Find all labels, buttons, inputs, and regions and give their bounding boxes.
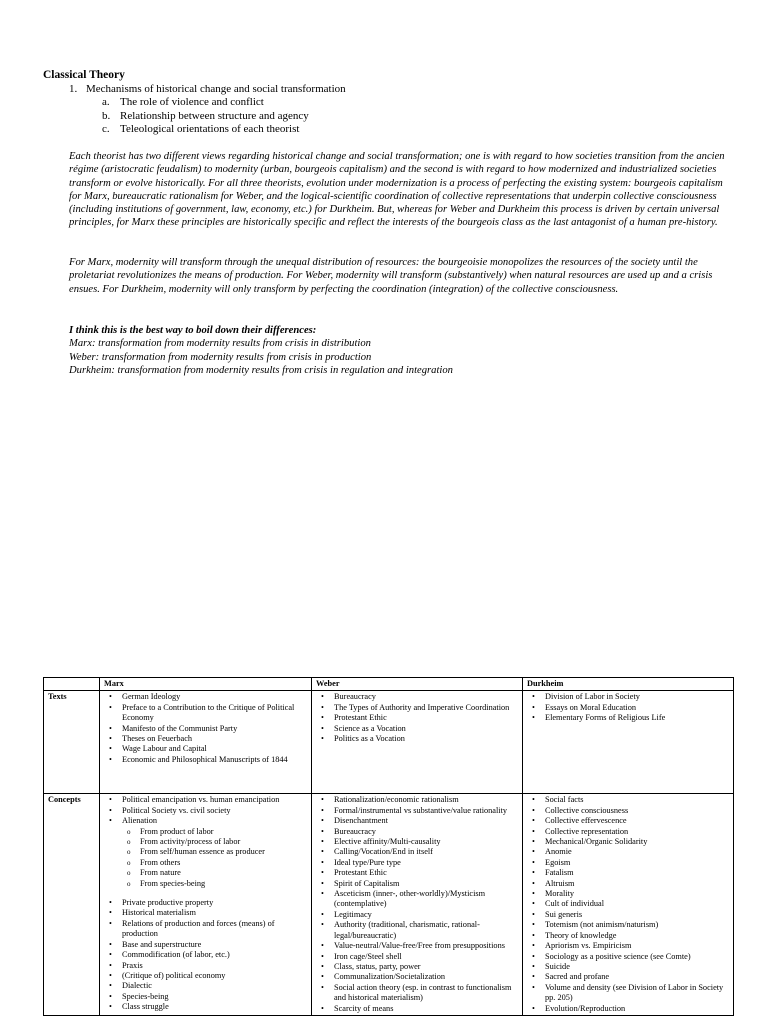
- cell-durkheim-texts: [523, 691, 734, 794]
- header-durkheim: Durkheim: [523, 678, 734, 691]
- list-item: • Social facts: [545, 795, 729, 805]
- list-item: • Essays on Moral Education: [545, 703, 729, 713]
- list-item: o From nature: [140, 868, 307, 878]
- list-item: • Scarcity of means: [334, 1004, 518, 1014]
- list-item: • Species-being: [122, 992, 307, 1002]
- outline-subitem: [102, 123, 346, 136]
- list-item: o From activity/process of labor: [140, 837, 307, 847]
- subitem-letter: c.: [102, 123, 110, 136]
- list-item: • Sui generis: [545, 910, 729, 920]
- subitem-letter: a.: [102, 96, 110, 109]
- outline-item-text: Mechanisms of historical change and social transformation: [86, 83, 346, 95]
- list-item: • Collective representation: [545, 827, 729, 837]
- list-item: • Theory of knowledge: [545, 931, 729, 941]
- durkheim-concepts-list: [527, 795, 729, 1014]
- list-item: • Ideal type/Pure type: [334, 858, 518, 868]
- subitem-text: Teleological orientations of each theorist: [120, 123, 300, 136]
- list-item: • Science as a Vocation: [334, 724, 518, 734]
- list-item: • Rationalization/economic rationalism: [334, 795, 518, 805]
- list-item: • Totemism (not animism/naturism): [545, 920, 729, 930]
- marx-texts-list: [104, 692, 307, 765]
- table-header-row: [44, 678, 734, 691]
- list-item: • Morality: [545, 889, 729, 899]
- paragraph-modernity-transform: For Marx, modernity will transform through the unequal distribution of resources: the bourgeoisie monopolizes the resources of the society until the proletariat revolutionizes the means of production. For Weber, modernity will transform (substantively) when natural resources are used up and a crisis ensues. For Durkheim, modernity will only transform by perfecting the coordination (integration) of the collective consciousness.: [69, 257, 713, 295]
- list-item: • Class, status, party, power: [334, 962, 518, 972]
- outline-sublist: [102, 96, 346, 136]
- list-item: • Economic and Philosophical Manuscripts of 1844: [122, 755, 307, 765]
- list-item: • Base and superstructure: [122, 940, 307, 950]
- list-item: • Sacred and profane: [545, 972, 729, 982]
- outline-number: 1.: [69, 83, 78, 95]
- list-item: • Value-neutral/Value-free/Free from presuppositions: [334, 941, 518, 951]
- outline-subitem: [102, 110, 346, 123]
- header-corner: [44, 678, 100, 691]
- weber-texts-list: [316, 692, 518, 744]
- list-item: • The Types of Authority and Imperative Coordination: [334, 703, 518, 713]
- list-item: • Collective consciousness: [545, 806, 729, 816]
- list-item: • Manifesto of the Communist Party: [122, 724, 307, 734]
- list-item: • Iron cage/Steel shell: [334, 952, 518, 962]
- summary-line-marx: Marx: transformation from modernity results from crisis in distribution: [69, 338, 371, 350]
- list-item: • Theses on Feuerbach: [122, 734, 307, 744]
- header-weber: Weber: [312, 678, 523, 691]
- list-item: • Bureaucracy: [334, 827, 518, 837]
- subitem-letter: b.: [102, 109, 111, 122]
- list-item: • Volume and density (see Division of Labor in Society pp. 205): [545, 983, 729, 1004]
- marx-concepts-list: [104, 795, 307, 826]
- list-item: • Evolution/Reproduction: [545, 1004, 729, 1014]
- summary-line-durkheim: Durkheim: transformation from modernity results from crisis in regulation and integration: [69, 364, 453, 376]
- list-item: • Collective effervescence: [545, 816, 729, 826]
- list-item: • Spirit of Capitalism: [334, 879, 518, 889]
- cell-weber-texts: [312, 691, 523, 794]
- theorists-table: [43, 677, 734, 1016]
- list-item: • Social action theory (esp. in contrast to functionalism and historical materialism): [334, 983, 518, 1004]
- subitem-text: The role of violence and conflict: [120, 96, 264, 109]
- list-item: • Bureaucracy: [334, 692, 518, 702]
- list-item: o From species-being: [140, 879, 307, 889]
- list-item: • Dialectic: [122, 981, 307, 991]
- list-item: • Political Society vs. civil society: [122, 806, 307, 816]
- outline-list: [69, 83, 346, 137]
- list-item: • Legitimacy: [334, 910, 518, 920]
- durkheim-texts-list: [527, 692, 729, 723]
- list-item: • Private productive property: [122, 898, 307, 908]
- list-item: • (Critique of) political economy: [122, 971, 307, 981]
- list-item: o From self/human essence as producer: [140, 847, 307, 857]
- list-item: • Protestant Ethic: [334, 713, 518, 723]
- summary-block: [69, 324, 729, 377]
- list-item: o From others: [140, 858, 307, 868]
- list-item: • Historical materialism: [122, 908, 307, 918]
- list-item: • Relations of production and forces (means) of production: [122, 919, 307, 940]
- list-item: • Sociology as a positive science (see Comte): [545, 952, 729, 962]
- list-item: o From product of labor: [140, 827, 307, 837]
- weber-concepts-list: [316, 795, 518, 1014]
- list-item: • Asceticism (inner-, other-worldly)/Mysticism (contemplative): [334, 889, 518, 910]
- summary-intro: I think this is the best way to boil down their differences:: [69, 325, 317, 336]
- list-item: • Elective affinity/Multi-causality: [334, 837, 518, 847]
- list-item: • Elementary Forms of Religious Life: [545, 713, 729, 723]
- list-item: • Commodification (of labor, etc.): [122, 950, 307, 960]
- cell-weber-concepts: [312, 794, 523, 1016]
- list-item: • Egoism: [545, 858, 729, 868]
- marx-alienation-sublist: [104, 827, 307, 889]
- list-item: • Politics as a Vocation: [334, 734, 518, 744]
- list-item: • Anomie: [545, 847, 729, 857]
- subitem-text: Relationship between structure and agency: [120, 109, 309, 122]
- document-heading: Classical Theory: [43, 69, 125, 81]
- cell-marx-concepts: [100, 794, 312, 1016]
- list-item: • Political emancipation vs. human emancipation: [122, 795, 307, 805]
- table-row-texts: [44, 691, 734, 794]
- list-item: • Preface to a Contribution to the Critique of Political Economy: [122, 703, 307, 724]
- list-item: • Protestant Ethic: [334, 868, 518, 878]
- list-item: • Wage Labour and Capital: [122, 744, 307, 754]
- list-item: • Fatalism: [545, 868, 729, 878]
- list-item: • Communalization/Societalization: [334, 972, 518, 982]
- list-item: • Altruism: [545, 879, 729, 889]
- table-row-concepts: [44, 794, 734, 1016]
- header-marx: Marx: [100, 678, 312, 691]
- outline-item: [69, 83, 346, 96]
- cell-marx-texts: [100, 691, 312, 794]
- list-item: • Mechanical/Organic Solidarity: [545, 837, 729, 847]
- list-item: • Division of Labor in Society: [545, 692, 729, 702]
- cell-durkheim-concepts: [523, 794, 734, 1016]
- list-item: • German Ideology: [122, 692, 307, 702]
- list-item: • Cult of individual: [545, 899, 729, 909]
- summary-line-weber: Weber: transformation from modernity results from crisis in production: [69, 351, 372, 363]
- list-item: • Formal/instrumental vs substantive/value rationality: [334, 806, 518, 816]
- list-item: • Authority (traditional, charismatic, rational-legal/bureaucratic): [334, 920, 518, 941]
- list-item: • Calling/Vocation/End in itself: [334, 847, 518, 857]
- list-item: • Class struggle: [122, 1002, 307, 1012]
- outline-subitem: [102, 96, 346, 109]
- list-item: • Alienation: [122, 816, 307, 826]
- marx-concepts-list-continued: [104, 898, 307, 1012]
- paragraph-historical-change: Each theorist has two different views regarding historical change and social transformation; one is with regard to how societies transition from the ancien régime (aristocratic feudalism) to modernity (urban, bourgeois capitalism) and the second is with regard to how modernized and industrialized societies transform or evolve historically. For all three theorists, evolution under modernization is a process of perfecting the existing system: bourgeois capitalism for Marx, bureaucratic rationalism for Weber, and the logical-scientific coordination of collective representations that underpin collective consciousness (including institutions of government, law, economy, etc.) for Durkheim. But, whereas for Weber and Durkheim this process is driven by certain universal principles, for Marx these principles are historically specific and reflect the interests of the bourgeois class as the last antagonist of a human pre-history.: [69, 151, 725, 229]
- row-label-concepts: Concepts: [44, 794, 100, 1016]
- row-label-texts: Texts: [44, 691, 100, 794]
- list-item: • Suicide: [545, 962, 729, 972]
- list-item: • Apriorism vs. Empiricism: [545, 941, 729, 951]
- list-item: • Disenchantment: [334, 816, 518, 826]
- list-item: • Praxis: [122, 961, 307, 971]
